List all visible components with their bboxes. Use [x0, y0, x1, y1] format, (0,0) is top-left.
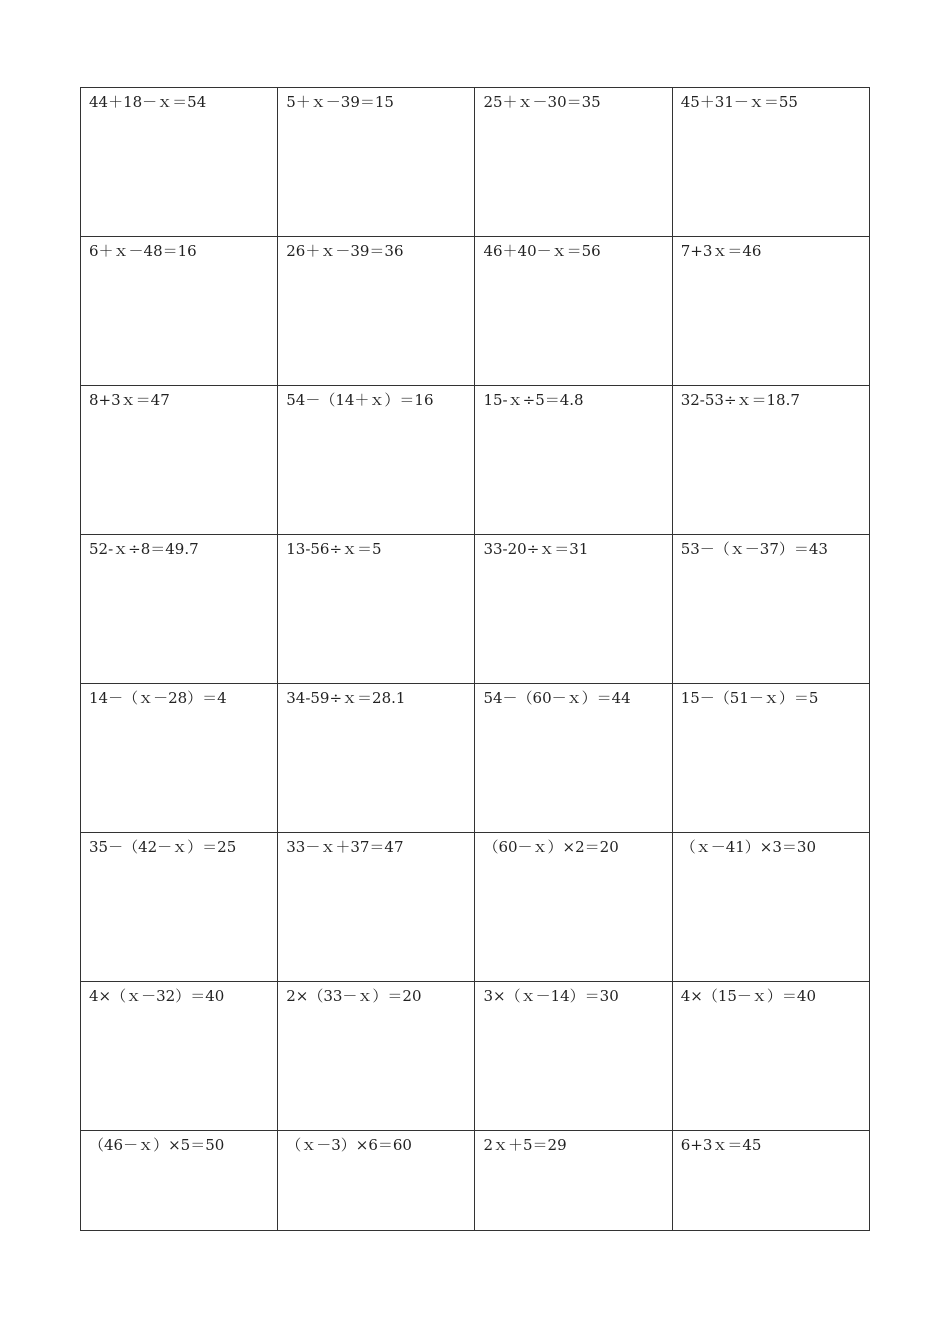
equation-cell: 25＋ｘ－30＝35 — [475, 88, 672, 237]
equation-cell: （ｘ－41）×3＝30 — [672, 833, 869, 982]
equation-cell: 2ｘ＋5＝29 — [475, 1131, 672, 1231]
table-row — [81, 237, 870, 386]
equation-worksheet-table — [80, 87, 870, 1231]
equation-cell: 5＋ｘ－39＝15 — [278, 88, 475, 237]
equation-cell: 45＋31－ｘ＝55 — [672, 88, 869, 237]
equation-cell: 44＋18－ｘ＝54 — [81, 88, 278, 237]
equation-cell: 33-20÷ｘ＝31 — [475, 535, 672, 684]
equation-cell: 34-59÷ｘ＝28.1 — [278, 684, 475, 833]
equation-cell: （60－ｘ）×2＝20 — [475, 833, 672, 982]
equation-cell: 13-56÷ｘ＝5 — [278, 535, 475, 684]
equation-cell: 32-53÷ｘ＝18.7 — [672, 386, 869, 535]
equation-cell: 52-ｘ÷8＝49.7 — [81, 535, 278, 684]
equation-cell: 35－（42－ｘ）＝25 — [81, 833, 278, 982]
table-row — [81, 386, 870, 535]
equation-cell: 54－（60－ｘ）＝44 — [475, 684, 672, 833]
equation-cell: 46＋40－ｘ＝56 — [475, 237, 672, 386]
equation-cell: 26＋ｘ－39＝36 — [278, 237, 475, 386]
equation-cell: 4×（ｘ－32）＝40 — [81, 982, 278, 1131]
equation-cell: 14－（ｘ－28）＝4 — [81, 684, 278, 833]
table-row — [81, 833, 870, 982]
equation-cell: 33－ｘ＋37＝47 — [278, 833, 475, 982]
equation-cell: 3×（ｘ－14）＝30 — [475, 982, 672, 1131]
equation-cell: 54－（14＋ｘ）＝16 — [278, 386, 475, 535]
equation-cell: 4×（15－ｘ）＝40 — [672, 982, 869, 1131]
equation-cell: 15－（51－ｘ）＝5 — [672, 684, 869, 833]
equation-cell: （ｘ－3）×6＝60 — [278, 1131, 475, 1231]
table-row — [81, 88, 870, 237]
table-row — [81, 1131, 870, 1231]
equation-cell: （46－ｘ）×5＝50 — [81, 1131, 278, 1231]
equation-cell: 7+3ｘ＝46 — [672, 237, 869, 386]
table-row — [81, 684, 870, 833]
equation-cell: 8+3ｘ＝47 — [81, 386, 278, 535]
table-row — [81, 535, 870, 684]
equation-cell: 53－（ｘ－37）＝43 — [672, 535, 869, 684]
equation-cell: 2×（33－ｘ）＝20 — [278, 982, 475, 1131]
equation-cell: 15-ｘ÷5＝4.8 — [475, 386, 672, 535]
equation-cell: 6＋ｘ－48＝16 — [81, 237, 278, 386]
equation-cell: 6+3ｘ＝45 — [672, 1131, 869, 1231]
table-row — [81, 982, 870, 1131]
